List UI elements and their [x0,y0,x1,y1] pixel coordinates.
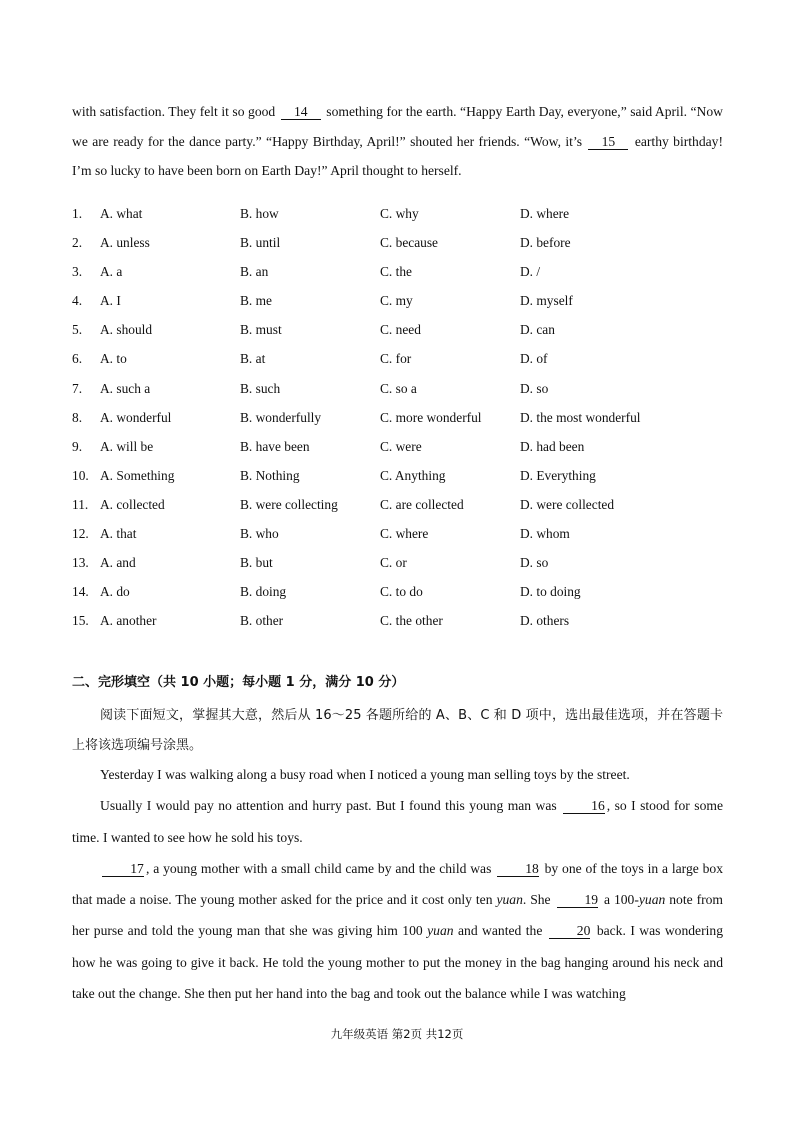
option-row [72,377,732,406]
option-c: C. to do [380,584,423,600]
option-row [72,580,732,609]
option-row [72,522,732,551]
option-d: D. whom [520,526,570,542]
option-b: B. an [240,264,269,280]
option-c: C. because [380,235,439,251]
option-c: C. more wonderful [380,409,482,425]
options-table [72,202,732,638]
question-number: 5. [72,322,83,338]
option-d: D. were collected [520,496,615,512]
passage-text: with satisfaction. They felt it so good [72,104,279,119]
option-d: D. where [520,206,570,221]
story-text: and wanted the [453,923,547,939]
option-b: B. who [240,526,279,542]
question-number: 10. [72,467,89,483]
option-row [72,347,732,376]
option-a: A. wonderful [100,409,172,425]
option-row [72,551,732,580]
question-number: 11. [72,496,89,512]
section-title: 二、完形填空（共 10 小题；每小题 1 分，满分 10 分） [72,675,405,690]
option-row [72,202,732,231]
option-c: C. are collected [380,496,464,512]
option-a: A. will be [100,438,154,454]
option-a: A. unless [100,235,150,251]
story-paragraph-1: Yesterday I was walking along a busy road when I noticed a young man selling toys by the street. [100,767,630,782]
option-a: A. another [100,613,157,629]
story-italic: yuan [638,892,666,908]
question-number: 7. [72,380,83,396]
option-d: D. the most wonderful [520,409,641,425]
option-c: C. my [380,293,413,309]
option-d: D. can [520,322,555,338]
cloze-passage [72,759,723,1009]
option-a: A. I [100,293,121,309]
option-row [72,289,732,318]
option-a: A. what [100,206,143,221]
option-c: C. the [380,264,412,280]
option-row [72,231,732,260]
option-c: C. where [380,526,429,542]
option-row [72,609,732,638]
blank-20: 20 [549,923,591,939]
option-row [72,406,732,435]
option-a: A. to [100,351,127,367]
option-b: B. until [240,235,281,251]
blank-16: 16 [563,798,605,814]
option-d: D. / [520,264,541,280]
option-a: A. such a [100,380,151,396]
blank-19: 19 [557,892,599,908]
blank-14: 14 [281,104,321,120]
option-b: B. such [240,380,281,396]
passage-ending [72,97,723,186]
option-c: C. so a [380,380,417,396]
story-text: by one of the toys in a large box that made a noise. The young mother asked for the price and it cost only ten [72,860,723,908]
option-b: B. must [240,322,282,338]
option-d: D. so [520,380,549,396]
story-paragraph-2 [72,790,723,853]
passage-text: something for the earth. “Happy Earth Day, everyone,” said April. “Now we are ready for the dance party.” “Happy Birthday, April!” shouted her friends. “Wow, it’s [72,104,723,149]
option-b: B. but [240,555,273,571]
option-a: A. and [100,555,136,571]
option-d: D. before [520,235,571,251]
option-a: A. a [100,264,123,280]
option-a: A. do [100,584,130,600]
option-a: A. collected [100,496,165,512]
blank-17: 17 [102,861,144,877]
option-d: D. Everything [520,467,596,483]
question-number: 8. [72,409,83,425]
option-b: B. wonderfully [240,409,322,425]
story-italic: yuan [427,923,454,939]
option-b: B. doing [240,584,287,600]
option-row [72,435,732,464]
option-d: D. others [520,613,570,629]
option-c: C. Anything [380,467,446,483]
option-b: B. at [240,351,266,367]
story-italic: yuan [496,892,523,908]
option-row [72,260,732,289]
option-b: B. were collecting [240,496,338,512]
option-b: B. have been [240,438,310,454]
question-number: 13. [72,555,89,571]
question-number: 4. [72,293,83,309]
option-row [72,318,732,347]
option-row [72,464,732,493]
option-c: C. for [380,351,412,367]
story-text: Usually I would pay no attention and hurry past. But I found this young man was [100,798,562,814]
option-c: C. why [380,206,419,221]
question-number: 6. [72,351,83,367]
option-d: D. had been [520,438,585,454]
story-text: , a young mother with a small child came by and the child was [146,860,496,876]
section-instruction: 阅读下面短文，掌握其大意，然后从 16～25 各题所给的 A、B、C 和 D 项中，选出最佳选项，并在答题卡上将该选项编号涂黑。 [72,708,723,753]
option-c: C. the other [380,613,443,629]
question-number: 12. [72,526,89,542]
question-number: 14. [72,584,89,600]
question-number: 1. [72,206,83,221]
option-c: C. or [380,555,407,571]
question-number: 2. [72,235,83,251]
story-text: , so I stood for some time. I wanted to see how he sold his toys. [72,798,723,845]
blank-15: 15 [588,134,628,150]
question-number: 3. [72,264,83,280]
story-text: back. I was wondering how he was going to give it back. He told the young mother to put the money in the bag hanging around his neck and take out the change. She then put her hand into the bag and took out the balance while I was watching [72,923,723,1002]
story-text: a 100- [600,892,639,908]
option-b: B. how [240,206,279,221]
story-text: . She [522,892,555,908]
blank-18: 18 [497,861,539,877]
story-text: note from her purse and told the young man that she was giving him 100 [72,892,723,939]
option-a: A. should [100,322,153,338]
question-number: 9. [72,438,83,454]
option-row [72,493,732,522]
story-paragraph-3 [72,853,723,1009]
passage-text: earthy birthday! I’m so lucky to have been born on Earth Day!” April thought to herself. [72,133,724,178]
option-b: B. other [240,613,284,629]
option-d: D. so [520,555,549,571]
question-number: 15. [72,613,89,629]
option-c: C. were [380,438,422,454]
option-a: A. Something [100,467,175,483]
option-a: A. that [100,526,137,542]
option-d: D. to doing [520,584,581,600]
option-b: B. Nothing [240,467,300,483]
option-c: C. need [380,322,421,338]
option-d: D. of [520,351,548,367]
option-d: D. myself [520,293,573,309]
option-b: B. me [240,293,272,309]
page-footer: 九年级英语 第2页 共12页 [330,1027,464,1041]
